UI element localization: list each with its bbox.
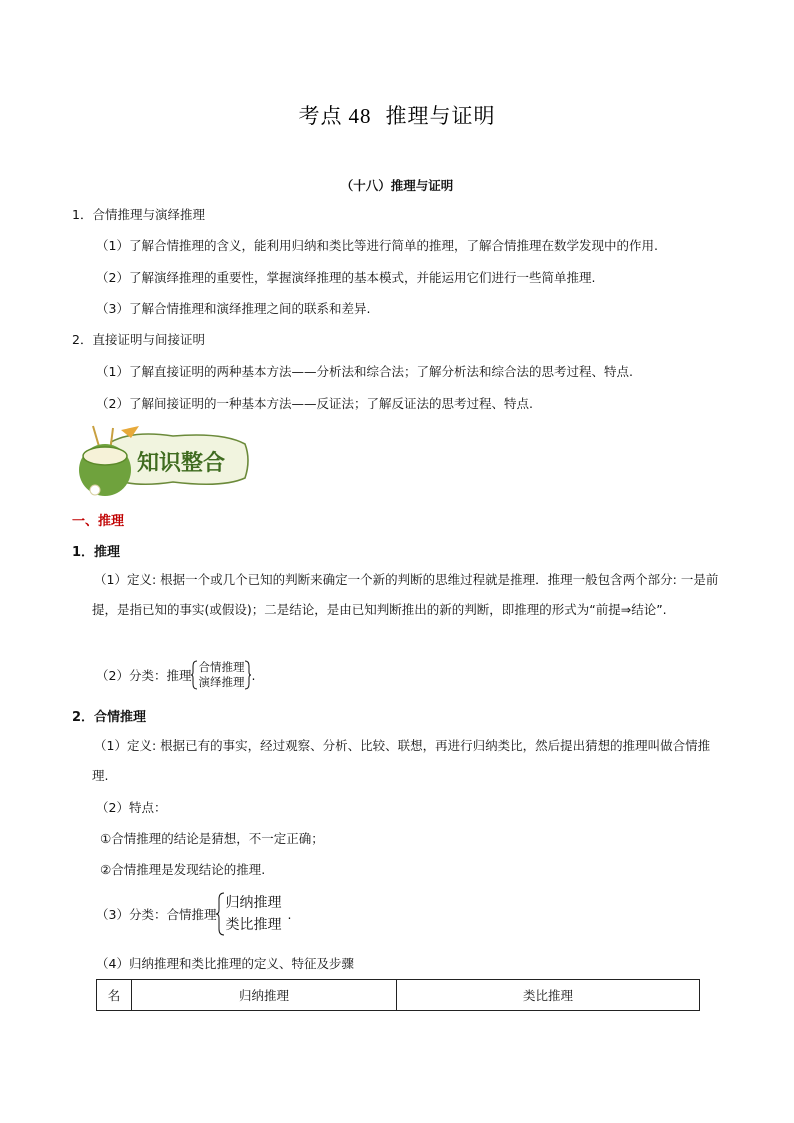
classification-item: 类比推理 xyxy=(225,917,282,933)
classification-label: （2）分类：推理 xyxy=(96,668,192,683)
table-header-cell: 类比推理 xyxy=(397,980,700,1011)
syllabus-section-1-head: 1．合情推理与演绎推理 xyxy=(72,207,205,222)
right-brace-icon xyxy=(244,660,251,690)
syllabus-section-2-head: 2．直接证明与间接证明 xyxy=(72,332,205,347)
syllabus-item: （2）了解演绎推理的重要性，掌握演绎推理的基本模式，并能运用它们进行一些简单推理. xyxy=(96,270,596,285)
syllabus-item: （3）了解合情推理和演绎推理之间的联系和差异. xyxy=(96,301,371,316)
reasoning-definition: （1）定义: 根据一个或几个已知的判断来确定一个新的判断的思维过程就是推理．推理一般包含两个部分: 一是前提，是指已知的事实(或假设)；二是结论，是由已知判断推出的新的判断，即推理的形式为“前提⇒结论”. xyxy=(92,572,719,617)
plausible-reasoning-definition: （1）定义: 根据已有的事实，经过观察、分析、比较、联想，再进行归纳类比，然后提出猜想的推理叫做合情推理. xyxy=(92,738,711,783)
classification-item: 演绎推理 xyxy=(198,675,245,689)
title-topic: 推理与证明 xyxy=(385,104,496,128)
comparison-table xyxy=(96,979,700,1011)
section-1-head: 一、推理 xyxy=(72,514,125,529)
left-brace-icon xyxy=(216,892,225,936)
topic-1-head: 1．推理 xyxy=(72,545,121,560)
table-header-cell: 名 xyxy=(97,980,132,1011)
syllabus-item: （2）了解间接证明的一种基本方法——反证法；了解反证法的思考过程、特点. xyxy=(96,396,533,411)
classification-item: 归纳推理 xyxy=(225,895,282,911)
reasoning-classification: （2）分类：推理 合情推理 演绎推理 . xyxy=(96,660,256,689)
syllabus-item: （1）了解合情推理的含义，能利用归纳和类比等进行简单的推理，了解合情推理在数学发现中的作用. xyxy=(96,238,658,253)
page-title xyxy=(0,100,794,130)
syllabus-subhead: （十八）推理与证明 xyxy=(340,178,454,193)
classification-item: 合情推理 xyxy=(198,660,245,674)
left-brace-icon xyxy=(191,660,198,690)
table-row xyxy=(97,980,700,1011)
badge-text: 知识整合 xyxy=(137,451,226,476)
syllabus-item: （1）了解直接证明的两种基本方法——分析法和综合法；了解分析法和综合法的思考过程、特点. xyxy=(96,364,633,379)
classification-label: （3）分类：合情推理 xyxy=(96,907,217,922)
topic-2-head: 2．合情推理 xyxy=(72,710,147,725)
table-header-cell: 归纳推理 xyxy=(132,980,397,1011)
table-caption: （4）归纳推理和类比推理的定义、特征及步骤 xyxy=(96,956,354,971)
feature-item: ①合情推理的结论是猜想，不一定正确； xyxy=(100,831,324,846)
title-prefix: 考点 xyxy=(298,104,343,128)
title-number: 48 xyxy=(348,104,372,128)
plausible-classification: （3）分类：合情推理 归纳推理 类比推理 . xyxy=(96,892,291,936)
features-label: （2）特点： xyxy=(96,800,167,815)
feature-item: ②合情推理是发现结论的推理. xyxy=(100,862,266,877)
knowledge-badge xyxy=(73,420,253,500)
